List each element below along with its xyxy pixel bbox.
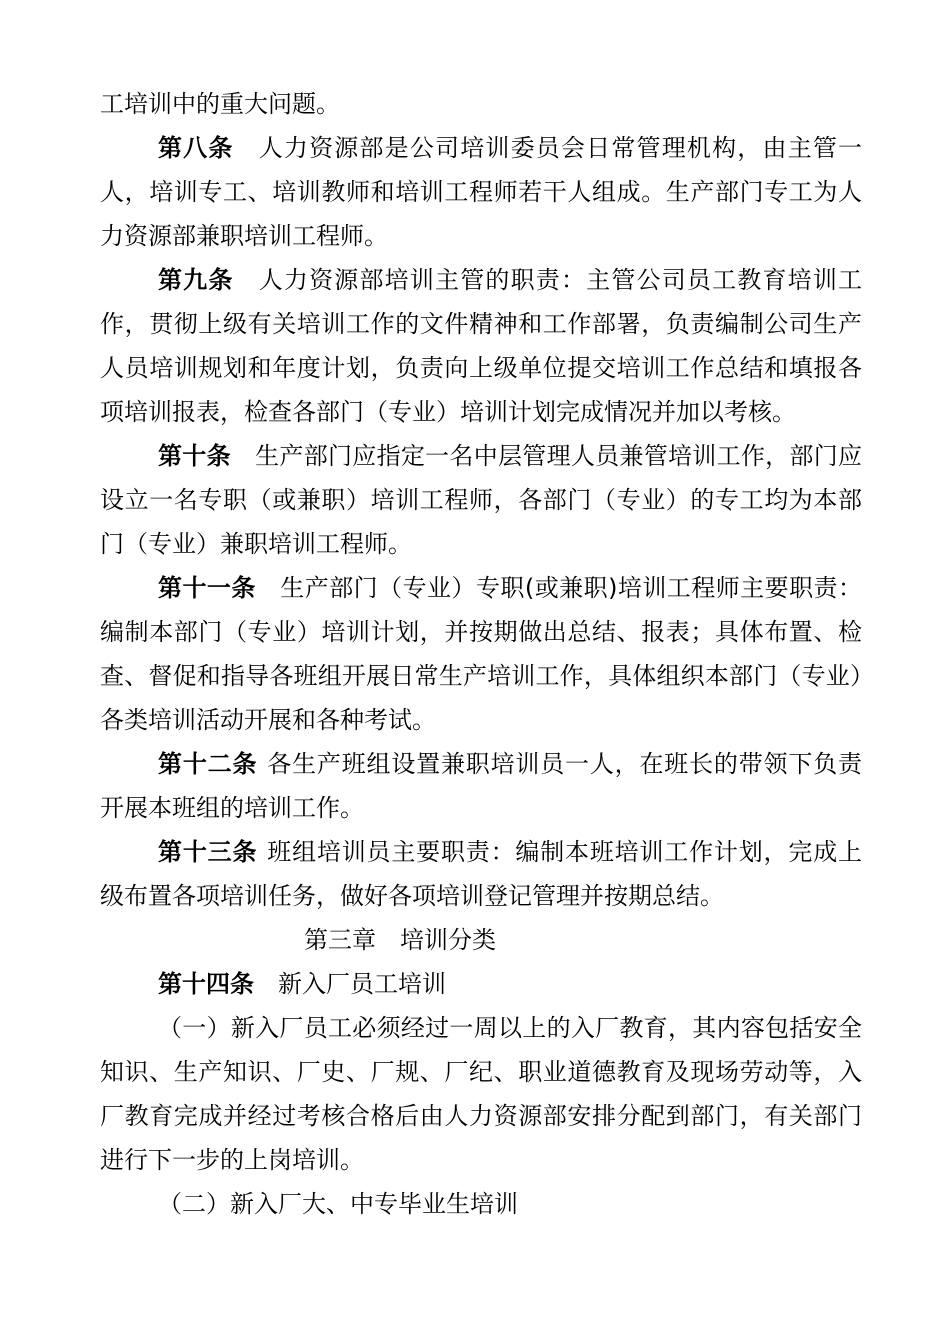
article-8 — [100, 126, 862, 258]
document-body — [100, 82, 862, 1226]
chapter-title: 培训分类 — [400, 926, 496, 954]
article-number: 第十一条 — [158, 574, 256, 602]
list-item-text: （一）新入厂员工必须经过一周以上的入厂教育，其内容包括安全知识、生产知识、厂史、厂规、厂纪、职业道德教育及现场劳动等，入厂教育完成并经过考核合格后由人力资源部安排分配到部门，有关部门进行下一步的上岗培训。 — [100, 1014, 862, 1174]
chapter-heading — [100, 918, 862, 962]
list-item — [100, 1006, 862, 1182]
list-item — [100, 1182, 862, 1226]
article-number: 第十条 — [158, 442, 231, 470]
paragraph-text: 工培训中的重大问题。 — [100, 90, 340, 118]
article-text: 人力资源部培训主管的职责：主管公司员工教育培训工作，贯彻上级有关培训工作的文件精神和工作部署，负责编制公司生产人员培训规划和年度计划，负责向上级单位提交培训工作总结和填报各项培训报表，检查各部门（专业）培训计划完成情况并加以考核。 — [100, 266, 863, 426]
article-number: 第十四条 — [158, 970, 254, 998]
article-13 — [100, 830, 862, 918]
article-11 — [100, 566, 862, 742]
chapter-number: 第三章 — [304, 926, 376, 954]
article-number: 第八条 — [158, 134, 234, 162]
article-10 — [100, 434, 862, 566]
article-text: 生产部门（专业）专职(或兼职)培训工程师主要职责：编制本部门（专业）培训计划，并按期做出总结、报表；具体布置、检查、督促和指导各班组开展日常生产培训工作，具体组织本部门（专业）各类培训活动开展和各种考试。 — [100, 574, 863, 734]
article-14 — [100, 962, 862, 1006]
article-number: 第十二条 — [158, 750, 258, 778]
article-9 — [100, 258, 862, 434]
article-12 — [100, 742, 862, 830]
article-text: 新入厂员工培训 — [278, 970, 446, 998]
paragraph-continuation — [100, 82, 862, 126]
list-item-text: （二）新入厂大、中专毕业生培训 — [158, 1190, 518, 1218]
article-number: 第九条 — [158, 266, 234, 294]
article-text: 班组培训员主要职责：编制本班培训工作计划，完成上级布置各项培训任务，做好各项培训登记管理并按期总结。 — [100, 838, 863, 910]
article-text: 各生产班组设置兼职培训员一人，在班长的带领下负责开展本班组的培训工作。 — [100, 750, 863, 822]
article-text: 生产部门应指定一名中层管理人员兼管培训工作，部门应设立一名专职（或兼职）培训工程师，各部门（专业）的专工均为本部门（专业）兼职培训工程师。 — [100, 442, 863, 558]
article-text: 人力资源部是公司培训委员会日常管理机构，由主管一人，培训专工、培训教师和培训工程师若干人组成。生产部门专工为人力资源部兼职培训工程师。 — [100, 134, 863, 250]
article-number: 第十三条 — [158, 838, 258, 866]
